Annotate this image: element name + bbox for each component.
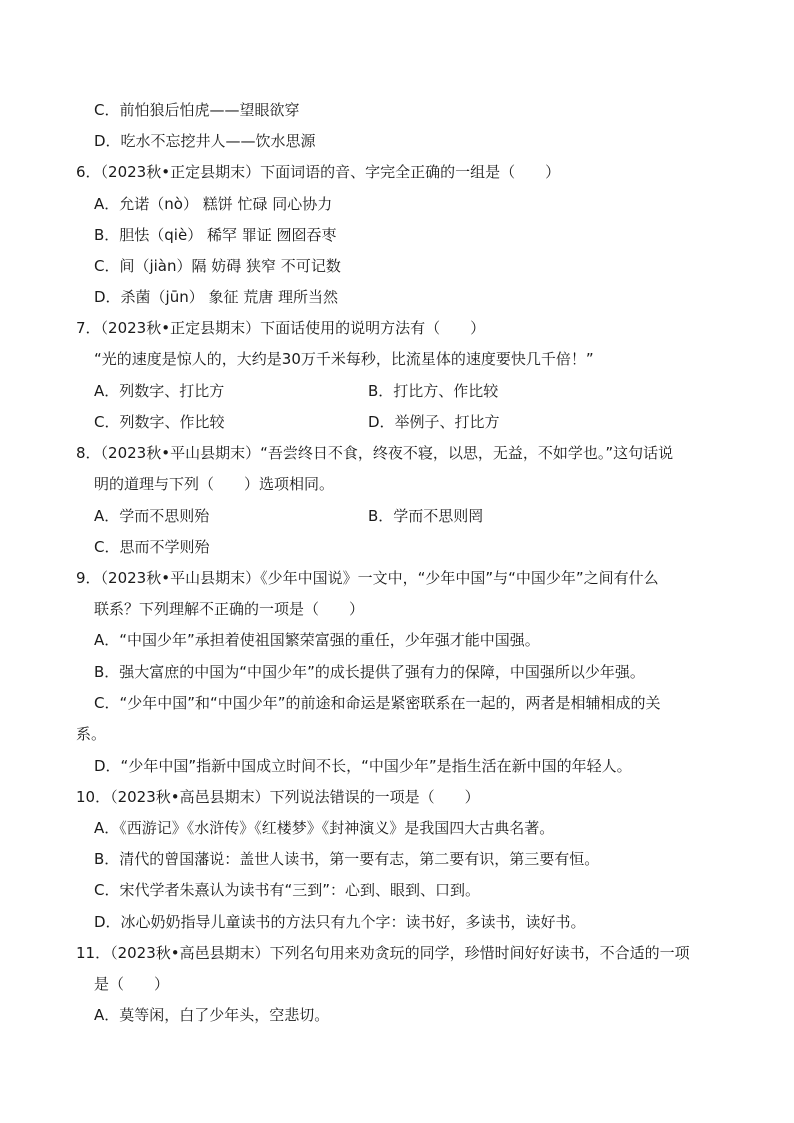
- q6-option-a: A．允诺（nò） 糕饼 忙碌 同心协力: [94, 195, 333, 213]
- q10-option-a: A．《西游记》《水浒传》《红楼梦》《封神演义》是我国四大古典名著。: [94, 819, 555, 837]
- q6-option-b: B．胆怯（qiè） 稀罕 罪证 囫囵吞枣: [94, 226, 337, 244]
- q6-option-d: D．杀菌（jūn） 象征 荒唐 理所当然: [94, 288, 339, 306]
- q7-stem: 7．（2023秋•正定县期末）下面话使用的说明方法有（ ）: [76, 319, 486, 337]
- q11-stem-line2: 是（ ）: [94, 975, 170, 993]
- q8-option-b: B．学而不思则罔: [368, 507, 484, 525]
- q11-stem-line1: 11．（2023秋•高邑县期末）下列名句用来劝贪玩的同学，珍惜时间好好读书，不合适的一项: [76, 944, 690, 962]
- q7-option-d: D．举例子、打比方: [368, 413, 500, 431]
- q7-quote: “光的速度是惊人的，大约是30万千米每秒，比流星体的速度要快几千倍！”: [94, 350, 594, 368]
- q10-option-b: B．清代的曾国藩说：盖世人读书，第一要有志，第二要有识，第三要有恒。: [94, 850, 600, 868]
- q8-stem-line2: 明的道理与下列（ ）选项相同。: [94, 475, 335, 493]
- q7-option-a: A．列数字、打比方: [94, 382, 225, 400]
- q10-option-c: C．宋代学者朱熹认为读书有“三到”：心到、眼到、口到。: [94, 881, 481, 899]
- q7-option-c: C．列数字、作比较: [94, 413, 225, 431]
- q8-option-c: C．思而不学则殆: [94, 538, 210, 556]
- q7-option-b: B．打比方、作比较: [368, 382, 499, 400]
- q9-stem-line1: 9．（2023秋•平山县期末）《少年中国说》一文中，“少年中国”与“中国少年”之间有什么: [76, 569, 659, 587]
- q8-stem-line1: 8．（2023秋•平山县期末）“吾尝终日不食，终夜不寝，以思，无益，不如学也。”这句话说: [76, 444, 674, 462]
- q11-option-a: A．莫等闲，白了少年头，空悲切。: [94, 1006, 330, 1024]
- q9-option-d: D．“少年中国”指新中国成立时间不长，“中国少年”是指生活在新中国的年轻人。: [94, 757, 632, 775]
- q9-option-c-line1: C．“少年中国”和“中国少年”的前途和命运是紧密联系在一起的，两者是相辅相成的关: [94, 694, 661, 712]
- q5-option-d: D．吃水不忘挖井人——饮水思源: [94, 132, 316, 150]
- q9-option-c-line2: 系。: [76, 725, 107, 743]
- q5-option-c: C．前怕狼后怕虎——望眼欲穿: [94, 101, 300, 119]
- q10-stem: 10．（2023秋•高邑县期末）下列说法错误的一项是（ ）: [76, 788, 480, 806]
- q9-option-a: A．“中国少年”承担着使祖国繁荣富强的重任，少年强才能中国强。: [94, 631, 540, 649]
- q6-option-c: C．间（jiàn）隔 妨碍 狭窄 不可记数: [94, 257, 341, 275]
- q6-stem: 6．（2023秋•正定县期末）下面词语的音、字完全正确的一组是（ ）: [76, 163, 561, 181]
- q8-option-a: A．学而不思则殆: [94, 507, 210, 525]
- q10-option-d: D．冰心奶奶指导儿童读书的方法只有九个字：读书好，多读书，读好书。: [94, 913, 586, 931]
- q9-stem-line2: 联系？下列理解不正确的一项是（ ）: [94, 600, 365, 618]
- q9-option-b: B．强大富庶的中国为“中国少年”的成长提供了强有力的保障，中国强所以少年强。: [94, 663, 645, 681]
